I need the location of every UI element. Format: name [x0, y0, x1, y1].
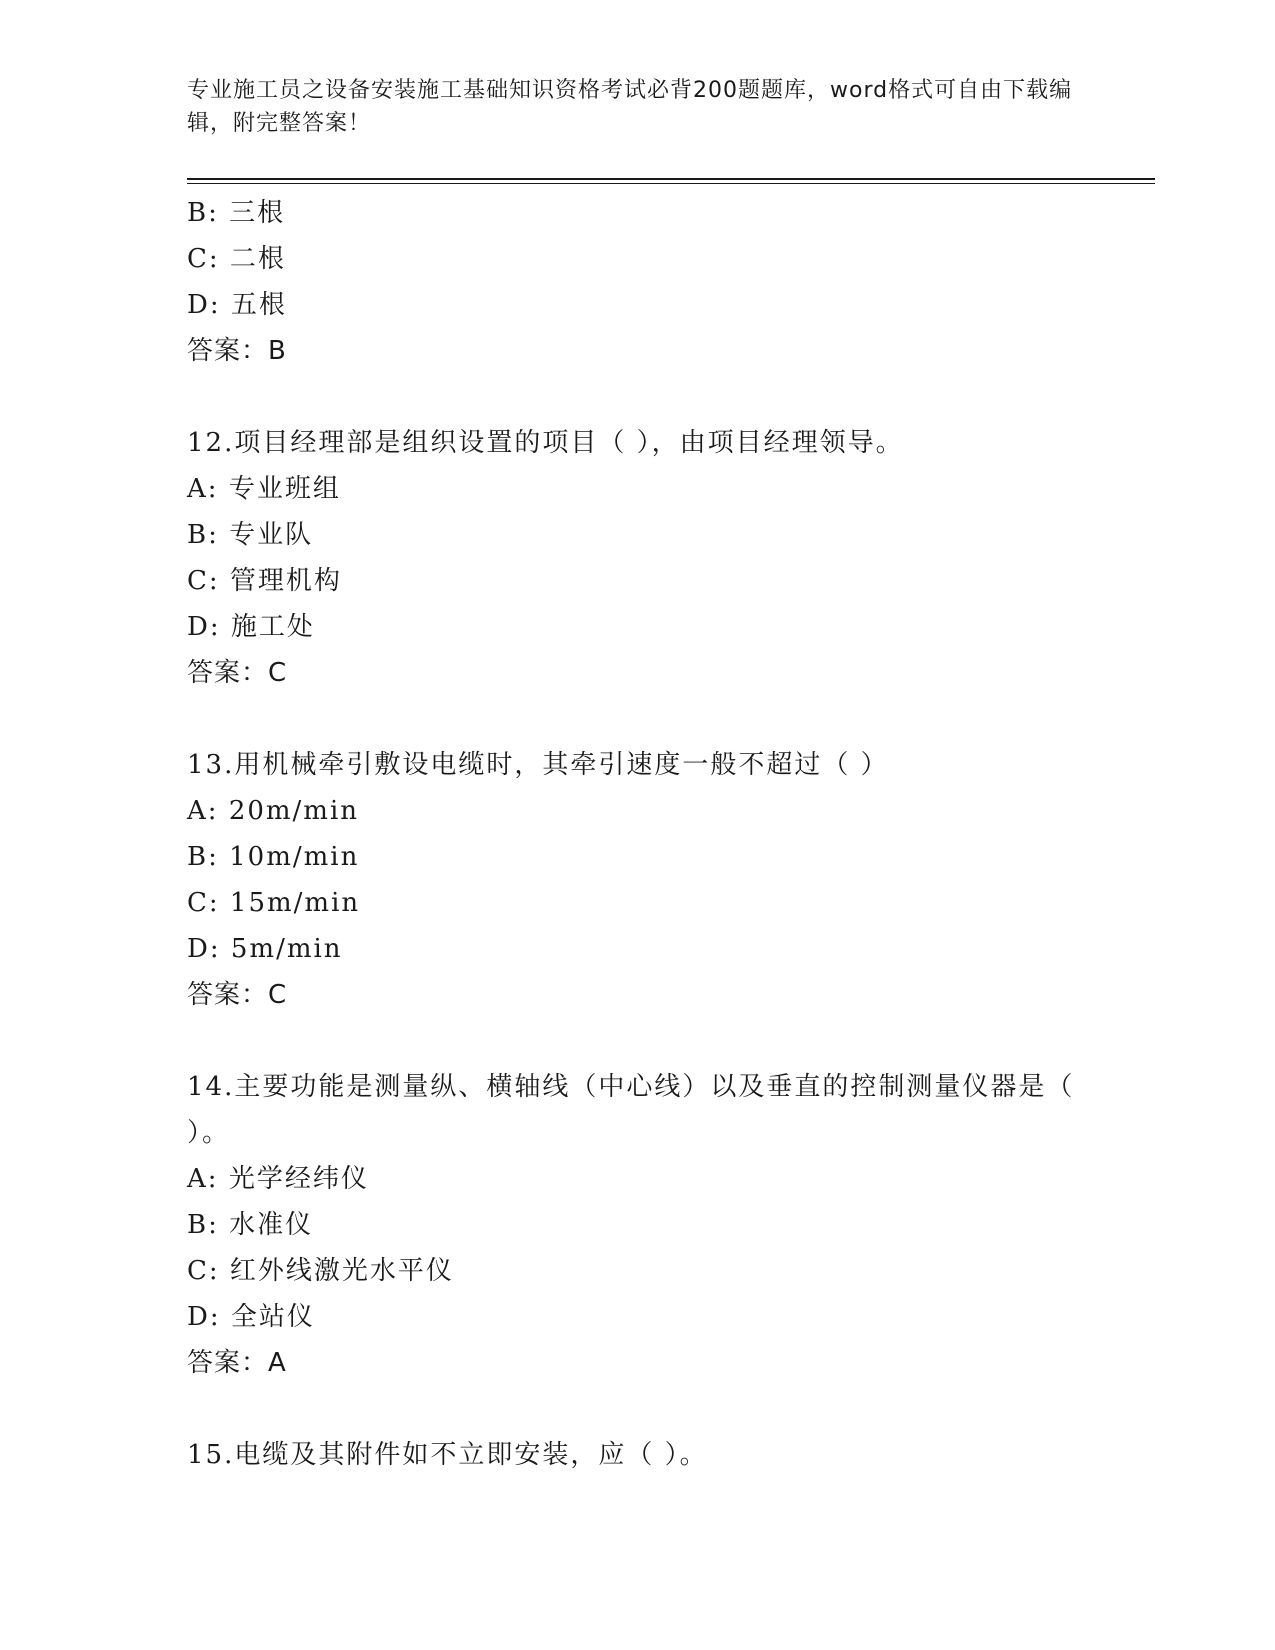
header-divider-thin	[187, 183, 1155, 184]
option-text: 专业班组	[228, 474, 341, 504]
option-letter: D:	[187, 1302, 221, 1332]
spacer	[187, 696, 1087, 742]
option-text: 五根	[230, 290, 287, 320]
option-text: 光学经纬仪	[228, 1164, 369, 1194]
header-divider-thick	[187, 178, 1155, 180]
option-letter: D:	[187, 612, 221, 642]
option-c	[187, 880, 1087, 926]
question-12	[187, 420, 1087, 696]
option-c	[187, 1248, 1087, 1294]
option-text: 管理机构	[229, 566, 342, 596]
option-a	[187, 788, 1087, 834]
option-letter: B:	[187, 1210, 219, 1240]
option-text: 三根	[229, 198, 286, 228]
option-letter: C:	[187, 244, 220, 274]
option-b	[187, 190, 1087, 236]
answer-line: 答案：C	[187, 980, 288, 1010]
option-d	[187, 604, 1087, 650]
option-b	[187, 512, 1087, 558]
option-text: 全站仪	[230, 1302, 315, 1332]
option-d	[187, 926, 1087, 972]
option-b	[187, 1202, 1087, 1248]
option-d	[187, 1294, 1087, 1340]
question-14	[187, 1064, 1087, 1386]
option-letter: B:	[187, 520, 219, 550]
option-letter: A:	[187, 1164, 219, 1194]
question-text: 14.主要功能是测量纵、横轴线（中心线）以及垂直的控制测量仪器是（ ）。	[187, 1072, 1075, 1148]
option-a	[187, 1156, 1087, 1202]
answer-line: 答案：C	[187, 658, 288, 688]
option-letter: A:	[187, 474, 219, 504]
option-text: 20m/min	[228, 796, 360, 826]
question-text: 13.用机械牵引敷设电缆时，其牵引速度一般不超过（ ）	[187, 750, 889, 780]
document-header	[187, 74, 1087, 140]
answer-line: 答案：A	[187, 1348, 287, 1378]
option-a	[187, 466, 1087, 512]
option-c	[187, 558, 1087, 604]
option-b	[187, 834, 1087, 880]
question-15	[187, 1432, 1087, 1478]
header-title: 专业施工员之设备安装施工基础知识资格考试必背200题题库，word格式可自由下载编辑，附完整答案！	[187, 78, 1073, 136]
option-letter: D:	[187, 934, 221, 964]
option-text: 15m/min	[229, 888, 361, 918]
spacer	[187, 1386, 1087, 1432]
question-11-continued	[187, 190, 1087, 374]
option-letter: D:	[187, 290, 221, 320]
option-letter: C:	[187, 888, 220, 918]
option-text: 5m/min	[230, 934, 343, 964]
option-letter: B:	[187, 198, 219, 228]
option-text: 水准仪	[229, 1210, 314, 1240]
question-text: 15.电缆及其附件如不立即安装，应（ ）。	[187, 1440, 708, 1470]
option-text: 专业队	[229, 520, 314, 550]
option-text: 二根	[229, 244, 286, 274]
option-letter: B:	[187, 842, 219, 872]
question-list	[187, 190, 1087, 1478]
spacer	[187, 1018, 1087, 1064]
spacer	[187, 374, 1087, 420]
option-d	[187, 282, 1087, 328]
option-text: 10m/min	[229, 842, 360, 872]
option-text: 红外线激光水平仪	[229, 1256, 454, 1286]
question-text: 12.项目经理部是组织设置的项目（ ），由项目经理领导。	[187, 428, 904, 458]
answer-line: 答案：B	[187, 336, 287, 366]
question-13	[187, 742, 1087, 1018]
option-letter: A:	[187, 796, 219, 826]
option-letter: C:	[187, 1256, 220, 1286]
option-c	[187, 236, 1087, 282]
option-text: 施工处	[230, 612, 315, 642]
option-letter: C:	[187, 566, 220, 596]
